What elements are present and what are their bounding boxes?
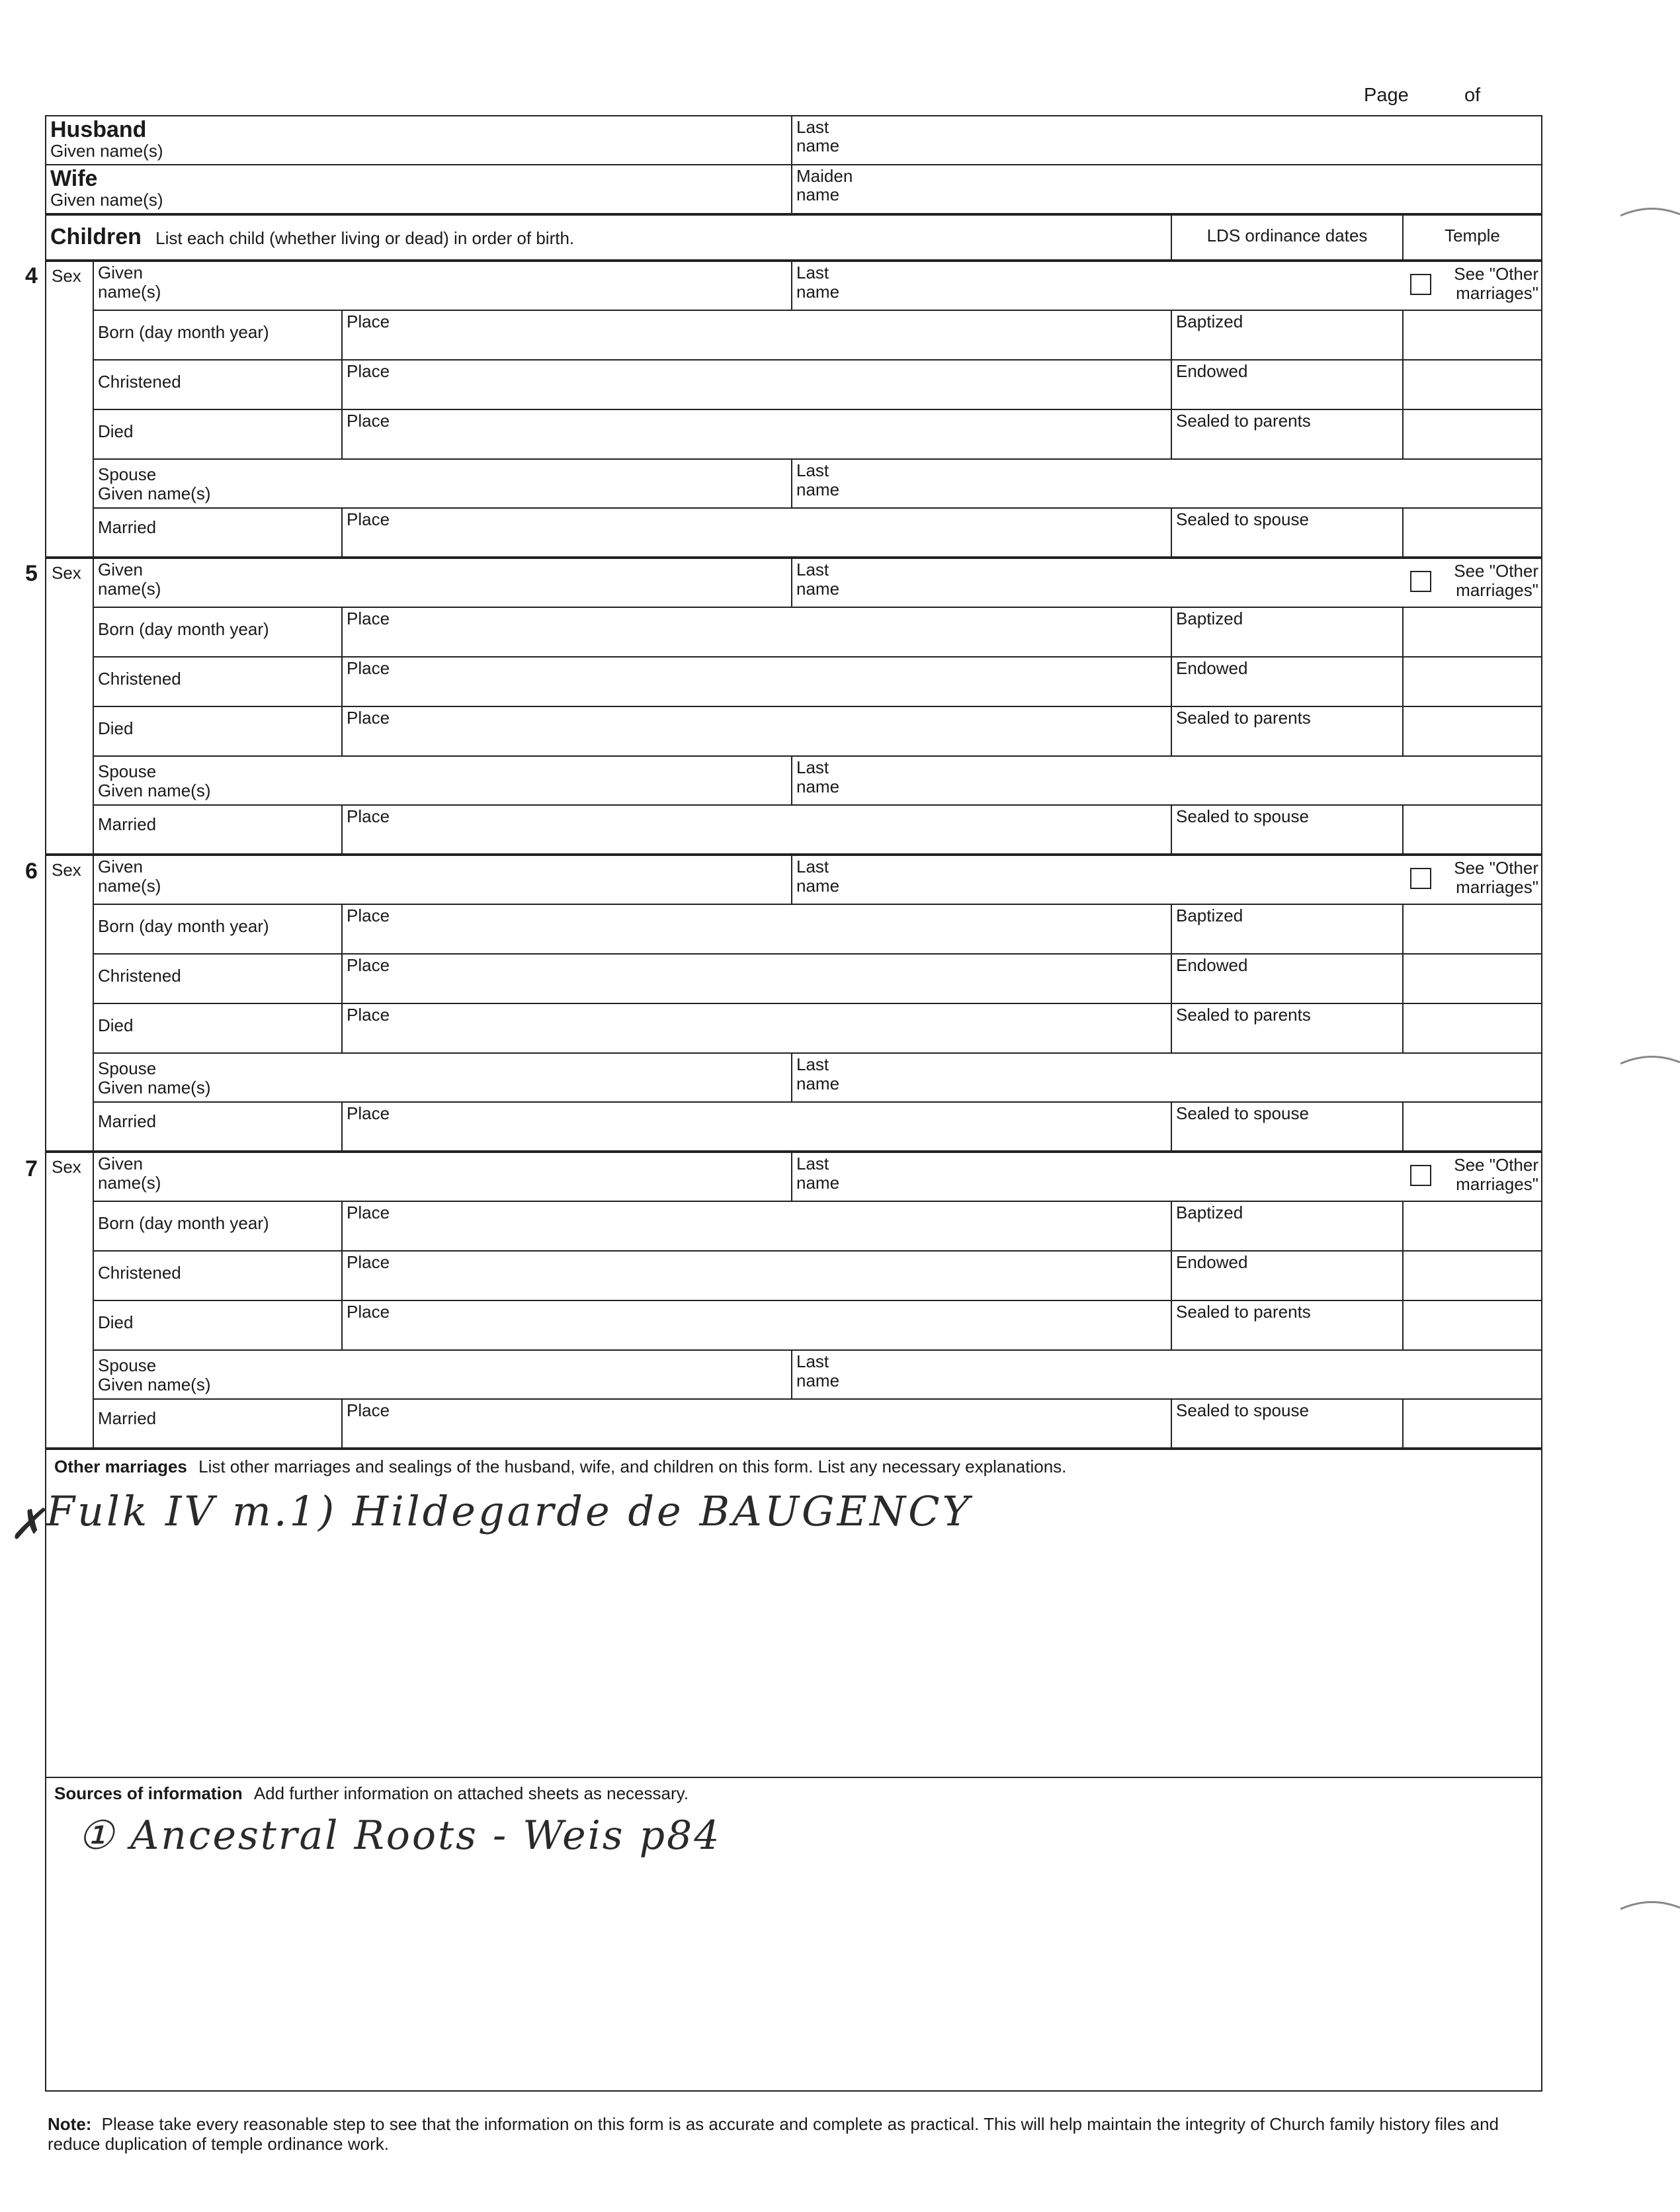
temple-field[interactable] — [1402, 1103, 1541, 1150]
temple-field[interactable] — [1402, 1301, 1541, 1349]
temple-field[interactable] — [1402, 1252, 1541, 1300]
born-date-field[interactable] — [94, 1202, 341, 1250]
married-date-field[interactable] — [94, 1400, 341, 1447]
temple-header: Temple — [1402, 216, 1541, 259]
temple-field[interactable] — [1402, 311, 1541, 359]
child-christened-row — [94, 658, 1541, 707]
spouse-row — [94, 757, 1541, 806]
spouse-last-field[interactable] — [791, 757, 1541, 804]
last-label: Last — [796, 1054, 829, 1074]
married-date-field[interactable] — [94, 806, 341, 853]
died-label: Died — [98, 1312, 134, 1332]
christened-date-field[interactable] — [94, 658, 341, 706]
sealed-spouse-label: Sealed to spouse — [1176, 509, 1309, 529]
place-label: Place — [347, 509, 390, 529]
child-last-field[interactable] — [791, 262, 1541, 310]
place-label: Place — [347, 1005, 390, 1025]
husband-title: Husband — [50, 117, 147, 142]
married-place-field[interactable] — [341, 1400, 1171, 1447]
child-born-row — [94, 1202, 1541, 1252]
child-given-field[interactable] — [94, 1153, 791, 1201]
of-label: of — [1464, 85, 1481, 106]
sealed-spouse-field[interactable] — [1171, 1103, 1402, 1150]
place-label: Place — [347, 609, 390, 628]
christened-date-field[interactable] — [94, 361, 341, 409]
husband-last-label: Last — [796, 117, 829, 137]
spouse-given-label: Given name(s) — [98, 484, 211, 503]
last-label: Last — [796, 1154, 829, 1173]
names-label: name(s) — [98, 282, 161, 302]
wife-maiden-field[interactable] — [791, 165, 1541, 213]
names-label: name(s) — [98, 1173, 161, 1193]
husband-given-label: Given name(s) — [50, 141, 163, 161]
child-last-field[interactable] — [791, 1153, 1541, 1201]
married-row — [94, 1400, 1541, 1447]
place-label: Place — [347, 1252, 390, 1272]
temple-field[interactable] — [1402, 707, 1541, 755]
christened-label: Christened — [98, 372, 181, 392]
child-born-row — [94, 311, 1541, 361]
baptized-field[interactable] — [1171, 1202, 1402, 1250]
see-other-label-line2: marriages" — [1456, 1174, 1538, 1194]
child-given-field[interactable] — [94, 856, 791, 904]
died-label: Died — [98, 718, 134, 738]
wife-given-label: Given name(s) — [50, 190, 163, 210]
child-given-field[interactable] — [94, 559, 791, 607]
place-label: Place — [347, 1302, 390, 1322]
sex-field[interactable] — [46, 856, 94, 1150]
sex-label: Sex — [52, 1157, 81, 1177]
baptized-label: Baptized — [1176, 1203, 1243, 1222]
husband-last-field[interactable] — [791, 116, 1541, 164]
baptized-label: Baptized — [1176, 906, 1243, 925]
baptized-field[interactable] — [1171, 311, 1402, 359]
sealed-parents-label: Sealed to parents — [1176, 708, 1311, 728]
sealed-spouse-field[interactable] — [1171, 806, 1402, 853]
died-date-field[interactable] — [94, 410, 341, 458]
died-label: Died — [98, 421, 134, 441]
spouse-row — [94, 460, 1541, 509]
christened-place-field[interactable] — [341, 955, 1171, 1003]
sealed-parents-label: Sealed to parents — [1176, 411, 1311, 431]
temple-field[interactable] — [1402, 361, 1541, 409]
child-died-row — [94, 707, 1541, 757]
married-row — [94, 1103, 1541, 1150]
note-footer — [48, 2114, 1516, 2154]
died-date-field[interactable] — [94, 1301, 341, 1349]
spouse-label: Spouse — [98, 1355, 157, 1375]
see-other-marriages-checkbox[interactable] — [1410, 571, 1431, 592]
spouse-given-label: Given name(s) — [98, 1078, 211, 1097]
christened-date-field[interactable] — [94, 1252, 341, 1300]
spouse-row — [94, 1054, 1541, 1103]
family-group-form — [45, 115, 1542, 2092]
endowed-field[interactable] — [1171, 361, 1402, 409]
married-place-field[interactable] — [341, 509, 1171, 556]
see-other-marriages-checkbox[interactable] — [1410, 274, 1431, 295]
married-label: Married — [98, 1408, 157, 1428]
spouse-label: Spouse — [98, 1058, 157, 1078]
temple-field[interactable] — [1402, 1202, 1541, 1250]
sealed-spouse-label: Sealed to spouse — [1176, 1103, 1309, 1123]
child-block — [46, 559, 1541, 856]
sex-label: Sex — [52, 266, 81, 286]
christened-label: Christened — [98, 966, 181, 986]
see-other-label-line2: marriages" — [1456, 283, 1538, 303]
see-other-marriages-label — [1454, 1156, 1538, 1194]
given-label: Given — [98, 263, 143, 282]
christened-label: Christened — [98, 669, 181, 689]
place-label: Place — [347, 806, 390, 826]
temple-field[interactable] — [1402, 608, 1541, 656]
sealed-parents-field[interactable] — [1171, 1004, 1402, 1052]
child-number-6: 6 — [25, 859, 38, 884]
see-other-label-line1: See "Other — [1454, 264, 1538, 284]
died-place-field[interactable] — [341, 707, 1171, 755]
name-label: name — [796, 579, 840, 599]
child-name-row — [94, 262, 1541, 311]
see-other-label-line1: See "Other — [1454, 858, 1538, 878]
endowed-label: Endowed — [1176, 361, 1248, 381]
other-marriages-header — [54, 1457, 1066, 1477]
wife-name-label: name — [796, 185, 840, 204]
child-given-field[interactable] — [94, 262, 791, 310]
place-label: Place — [347, 1103, 390, 1123]
endowed-label: Endowed — [1176, 658, 1248, 678]
binder-hole-mark — [1620, 205, 1680, 218]
temple-field[interactable] — [1402, 1004, 1541, 1052]
died-place-field[interactable] — [341, 410, 1171, 458]
handwritten-source: ① Ancestral Roots - Weis p84 — [78, 1812, 722, 1859]
place-label: Place — [347, 1203, 390, 1222]
sealed-spouse-field[interactable] — [1171, 509, 1402, 556]
see-other-marriages-checkbox[interactable] — [1410, 868, 1431, 889]
child-died-row — [94, 1301, 1541, 1351]
spouse-given-field[interactable] — [94, 1054, 791, 1101]
sealed-spouse-label: Sealed to spouse — [1176, 806, 1309, 826]
married-label: Married — [98, 1111, 157, 1131]
spouse-label: Spouse — [98, 761, 157, 781]
spouse-given-field[interactable] — [94, 757, 791, 804]
died-label: Died — [98, 1015, 134, 1035]
born-place-field[interactable] — [341, 1202, 1171, 1250]
sources-header — [54, 1783, 689, 1804]
temple-field[interactable] — [1402, 955, 1541, 1003]
christened-place-field[interactable] — [341, 658, 1171, 706]
child-number-7: 7 — [25, 1156, 38, 1181]
binder-hole-mark — [1620, 1053, 1680, 1066]
handwritten-other-marriage: Fulk IV m.1) Hildegarde de BAUGENCY — [46, 1487, 972, 1535]
baptized-label: Baptized — [1176, 609, 1243, 628]
married-row — [94, 806, 1541, 853]
endowed-field[interactable] — [1171, 955, 1402, 1003]
married-place-field[interactable] — [341, 1103, 1171, 1150]
christened-label: Christened — [98, 1263, 181, 1283]
temple-field[interactable] — [1402, 410, 1541, 458]
sex-field[interactable] — [46, 1153, 94, 1447]
children-header — [46, 216, 1171, 259]
last-label: Last — [796, 263, 829, 282]
born-label: Born (day month year) — [98, 1213, 269, 1233]
baptized-field[interactable] — [1171, 608, 1402, 656]
sealed-parents-field[interactable] — [1171, 707, 1402, 755]
temple-field[interactable] — [1402, 658, 1541, 706]
last-label: Last — [796, 857, 829, 876]
baptized-label: Baptized — [1176, 312, 1243, 331]
spouse-given-label: Given name(s) — [98, 781, 211, 800]
married-date-field[interactable] — [94, 1103, 341, 1150]
given-label: Given — [98, 560, 143, 579]
child-born-row — [94, 608, 1541, 658]
endowed-field[interactable] — [1171, 1252, 1402, 1300]
sealed-parents-field[interactable] — [1171, 1301, 1402, 1349]
died-date-field[interactable] — [94, 1004, 341, 1052]
children-header-row — [46, 216, 1541, 262]
place-label: Place — [347, 361, 390, 381]
child-christened-row — [94, 955, 1541, 1004]
born-label: Born (day month year) — [98, 916, 269, 936]
wife-title: Wife — [50, 166, 98, 191]
spouse-label: Spouse — [98, 464, 157, 484]
names-label: name(s) — [98, 876, 161, 896]
spouse-given-label: Given name(s) — [98, 1375, 211, 1394]
name-label: name — [796, 282, 840, 302]
place-label: Place — [347, 906, 390, 925]
sex-field[interactable] — [46, 559, 94, 853]
temple-field[interactable] — [1402, 1400, 1541, 1447]
see-other-label-line2: marriages" — [1456, 877, 1538, 897]
name-label: name — [796, 1371, 840, 1390]
name-label: name — [796, 1074, 840, 1093]
children-title: Children — [50, 224, 142, 249]
spouse-row — [94, 1351, 1541, 1400]
handwritten-x-mark: ✗ — [9, 1500, 45, 1549]
sources-title: Sources of information — [54, 1783, 243, 1803]
married-place-field[interactable] — [341, 806, 1171, 853]
temple-field[interactable] — [1402, 806, 1541, 853]
see-other-marriages-checkbox[interactable] — [1410, 1165, 1431, 1186]
given-label: Given — [98, 857, 143, 876]
born-date-field[interactable] — [94, 608, 341, 656]
child-number-5: 5 — [25, 561, 38, 586]
died-place-field[interactable] — [341, 1301, 1171, 1349]
name-label: name — [796, 777, 840, 796]
husband-row — [46, 116, 1541, 165]
sex-field[interactable] — [46, 262, 94, 556]
child-name-row — [94, 856, 1541, 905]
died-date-field[interactable] — [94, 707, 341, 755]
baptized-field[interactable] — [1171, 905, 1402, 953]
christened-place-field[interactable] — [341, 1252, 1171, 1300]
note-text: Please take every reasonable step to see that the information on this form is as accurate and complete as practical. This will help maintain the integrity of Church family history files and reduce duplication of temple ordinance work. — [48, 2114, 1499, 2154]
child-died-row — [94, 1004, 1541, 1054]
names-label: name(s) — [98, 579, 161, 599]
children-list — [46, 262, 1541, 1450]
child-block — [46, 262, 1541, 559]
sealed-parents-label: Sealed to parents — [1176, 1005, 1311, 1025]
last-label: Last — [796, 460, 829, 480]
see-other-label-line2: marriages" — [1456, 580, 1538, 600]
temple-field[interactable] — [1402, 905, 1541, 953]
lds-ordinance-header: LDS ordinance dates — [1171, 216, 1402, 259]
sealed-spouse-label: Sealed to spouse — [1176, 1400, 1309, 1420]
page-label: Page — [1364, 85, 1409, 106]
child-name-row — [94, 1153, 1541, 1202]
married-label: Married — [98, 517, 157, 537]
note-title: Note: — [48, 2114, 92, 2134]
endowed-label: Endowed — [1176, 955, 1248, 975]
sealed-parents-label: Sealed to parents — [1176, 1302, 1311, 1322]
place-label: Place — [347, 312, 390, 331]
other-marriages-title: Other marriages — [54, 1457, 187, 1476]
child-block — [46, 1153, 1541, 1450]
child-last-field[interactable] — [791, 856, 1541, 904]
place-label: Place — [347, 1400, 390, 1420]
children-instruction: List each child (whether living or dead) in order of birth. — [155, 228, 575, 248]
born-date-field[interactable] — [94, 311, 341, 359]
see-other-label-line1: See "Other — [1454, 561, 1538, 581]
spouse-last-field[interactable] — [791, 1351, 1541, 1398]
endowed-field[interactable] — [1171, 658, 1402, 706]
married-date-field[interactable] — [94, 509, 341, 556]
child-block — [46, 856, 1541, 1153]
see-other-label-line1: See "Other — [1454, 1155, 1538, 1175]
temple-field[interactable] — [1402, 509, 1541, 556]
born-label: Born (day month year) — [98, 322, 269, 342]
name-label: name — [796, 876, 840, 896]
spouse-given-field[interactable] — [94, 1351, 791, 1398]
other-marriages-instruction: List other marriages and sealings of the husband, wife, and children on this form. List any necessary explanations. — [198, 1457, 1067, 1476]
child-number-4: 4 — [25, 263, 38, 288]
christened-date-field[interactable] — [94, 955, 341, 1003]
see-other-marriages-label — [1454, 562, 1538, 600]
born-date-field[interactable] — [94, 905, 341, 953]
born-place-field[interactable] — [341, 608, 1171, 656]
spouse-last-field[interactable] — [791, 1054, 1541, 1101]
place-label: Place — [347, 658, 390, 678]
sex-label: Sex — [52, 860, 81, 880]
sources-instruction: Add further information on attached sheets as necessary. — [253, 1783, 689, 1803]
child-christened-row — [94, 361, 1541, 410]
child-last-field[interactable] — [791, 559, 1541, 607]
wife-maiden-label: Maiden — [796, 166, 853, 186]
child-died-row — [94, 410, 1541, 460]
last-label: Last — [796, 560, 829, 579]
spouse-last-field[interactable] — [791, 460, 1541, 507]
married-row — [94, 509, 1541, 556]
christened-place-field[interactable] — [341, 361, 1171, 409]
place-label: Place — [347, 411, 390, 431]
child-born-row — [94, 905, 1541, 955]
husband-name-label: name — [796, 136, 840, 155]
died-place-field[interactable] — [341, 1004, 1171, 1052]
place-label: Place — [347, 708, 390, 728]
child-christened-row — [94, 1252, 1541, 1301]
born-label: Born (day month year) — [98, 619, 269, 639]
sealed-spouse-field[interactable] — [1171, 1400, 1402, 1447]
born-place-field[interactable] — [341, 905, 1171, 953]
married-label: Married — [98, 814, 157, 834]
see-other-marriages-label — [1454, 859, 1538, 897]
wife-given-field[interactable] — [46, 165, 791, 213]
endowed-label: Endowed — [1176, 1252, 1248, 1272]
last-label: Last — [796, 1351, 829, 1371]
name-label: name — [796, 1173, 840, 1193]
sealed-parents-field[interactable] — [1171, 410, 1402, 458]
place-label: Place — [347, 955, 390, 975]
child-name-row — [94, 559, 1541, 608]
binder-hole-mark — [1620, 1898, 1680, 1912]
born-place-field[interactable] — [341, 311, 1171, 359]
husband-given-field[interactable] — [46, 116, 791, 164]
see-other-marriages-label — [1454, 265, 1538, 303]
name-label: name — [796, 480, 840, 499]
wife-row — [46, 165, 1541, 216]
last-label: Last — [796, 757, 829, 777]
spouse-given-field[interactable] — [94, 460, 791, 507]
sex-label: Sex — [52, 563, 81, 583]
given-label: Given — [98, 1154, 143, 1173]
